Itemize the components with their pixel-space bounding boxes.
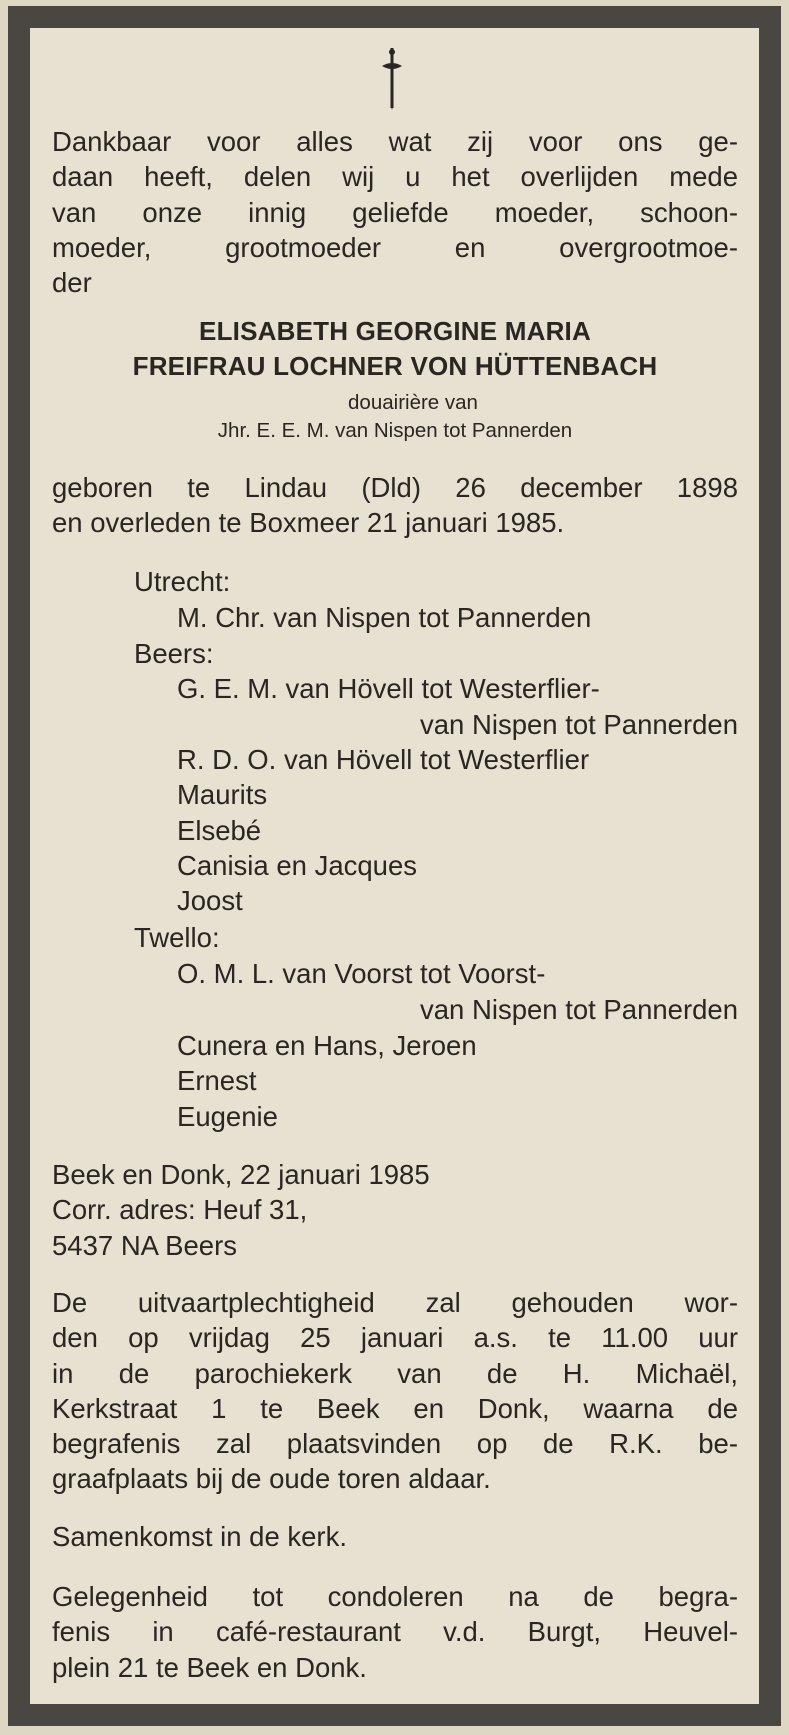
- family-member: Eugenie: [177, 1100, 278, 1132]
- deceased-title: douairière van: [348, 391, 478, 414]
- family-member: [177, 742, 589, 918]
- address-line: Beek en Donk, 22 januari 1985: [52, 1159, 430, 1190]
- funeral-line: begrafenis zal plaatsvinden op de R.K. be-: [52, 1428, 738, 1460]
- family-member: M. Chr. van Nispen tot Pannerden: [177, 602, 592, 633]
- birth-line: geboren te Lindau (Dld) 26 december 1898: [52, 472, 738, 503]
- family-member: Joost: [177, 885, 243, 917]
- condolences-line: Gelegenheid tot condoleren na de begra-: [52, 1581, 738, 1612]
- cross-icon: [372, 44, 412, 114]
- intro-line: daan heeft, delen wij u het overlijden mede: [52, 161, 738, 193]
- death-line: en overleden te Boxmeer 21 januari 1985.: [52, 507, 565, 539]
- deceased-name-line1: ELISABETH GEORGINE MARIA: [199, 316, 591, 346]
- intro-line: moeder, grootmoeder en overgrootmoe-: [52, 231, 738, 263]
- address-block: [52, 1157, 430, 1263]
- funeral-line: den op vrijdag 25 januari a.s. te 11.00 uur: [52, 1322, 738, 1354]
- family-place-utrecht: Utrecht:: [134, 566, 231, 597]
- condolences-line: fenis in café-restaurant v.d. Burgt, Heuvel-: [52, 1616, 738, 1648]
- family-place-twello: Twello:: [134, 922, 220, 953]
- family-member: Cunera en Hans, Jeroen: [177, 1030, 477, 1061]
- family-place-beers: Beers:: [134, 638, 214, 669]
- family-member: G. E. M. van Hövell tot Westerflier-: [177, 673, 600, 704]
- family-member-continuation: van Nispen tot Pannerden: [420, 709, 738, 740]
- intro-line: Dankbaar voor alles wat zij voor ons ge-: [52, 126, 738, 157]
- family-member: Canisia en Jacques: [177, 849, 418, 881]
- funeral-line: De uitvaartplechtigheid zal gehouden wor-: [52, 1287, 738, 1318]
- funeral-paragraph: [52, 1285, 738, 1497]
- address-line: Corr. adres: Heuf 31,: [52, 1194, 308, 1226]
- dates-paragraph: [52, 470, 738, 541]
- family-member: Maurits: [177, 779, 268, 811]
- funeral-line: Kerkstraat 1 te Beek en Donk, waarna de: [52, 1392, 738, 1424]
- deceased-spouse: Jhr. E. E. M. van Nispen tot Pannerden: [217, 419, 573, 442]
- family-member: O. M. L. van Voorst tot Voorst-: [177, 958, 546, 989]
- condolences-line: plein 21 te Beek en Donk.: [52, 1651, 367, 1683]
- deceased-name-line2: FREIFRAU LOCHNER VON HÜTTENBACH: [132, 351, 658, 381]
- funeral-line: in de parochiekerk van de H. Michaël,: [52, 1357, 738, 1389]
- address-line: 5437 NA Beers: [52, 1229, 237, 1261]
- family-member: [177, 1028, 477, 1134]
- condolences-paragraph: [52, 1579, 738, 1685]
- family-member: Ernest: [177, 1065, 257, 1097]
- intro-line: der: [52, 267, 92, 299]
- funeral-line: graafplaats bij de oude toren aldaar.: [52, 1463, 491, 1495]
- family-member-continuation: van Nispen tot Pannerden: [420, 994, 738, 1025]
- family-member: Elsebé: [177, 814, 262, 846]
- gathering-note: Samenkomst in de kerk.: [52, 1521, 347, 1552]
- family-member: R. D. O. van Hövell tot Westerflier: [177, 744, 590, 775]
- intro-paragraph: [52, 124, 738, 300]
- intro-line: van onze innig geliefde moeder, schoon-: [52, 196, 738, 228]
